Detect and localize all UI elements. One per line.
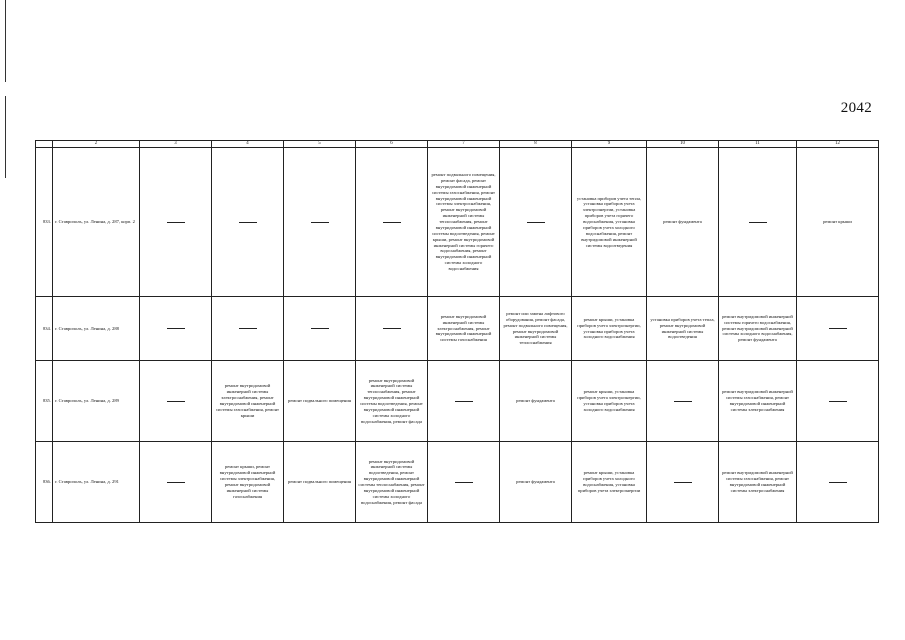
table-row [36,148,879,297]
empty-dash [311,328,329,329]
column-header: 12 [797,141,879,148]
empty-dash [674,482,692,483]
column-header: 7 [428,141,500,148]
empty-dash [749,222,767,223]
column-header: 9 [572,141,647,148]
empty-dash [167,328,185,329]
address-cell: г. Ставрополь, ул. Ленина, д. 291 [53,442,140,523]
row-number: 835. [36,361,53,442]
work-cell-col5: ремонт подвального помещения [284,442,356,523]
empty-dash [167,401,185,402]
empty-dash [239,222,257,223]
empty-dash [829,401,847,402]
column-header: 4 [212,141,284,148]
work-cell-col3 [140,361,212,442]
row-number: 836. [36,442,53,523]
empty-dash [383,328,401,329]
empty-dash [674,401,692,402]
empty-dash [239,328,257,329]
work-cell-col4: ремонт крыши, ремонт внутридомовой инженерной системы электроснабжения, ремонт внутридомовой инженерной системы газоснабжения [212,442,284,523]
table-row [36,361,879,442]
margin-line-bottom [5,96,6,178]
column-header: 6 [356,141,428,148]
address-cell: г. Ставрополь, ул. Ленина, д. 288 [53,297,140,361]
work-cell-col8: ремонт фундамента [500,442,572,523]
empty-dash [829,328,847,329]
work-cell-col11: ремонт внутридомовой инженерной системы газоснабжения, ремонт внутридомовой инженерной системы электроснабжения [719,361,797,442]
work-cell-col8: ремонт или замена лифтового оборудования, ремонт фасада, ремонт подвального помещения, ремонт внутридомовой инженерной системы теплоснабжения [500,297,572,361]
work-cell-col6: ремонт внутридомовой инженерной системы теплоснабжения, ремонт внутридомовой инженерной системы водоотведения, ремонт внутридомовой инженерной системы холодного водоснабжения, ремонт фасада [356,361,428,442]
work-cell-col4: ремонт внутридомовой инженерной системы электроснабжения, ремонт внутридомовой инженерной системы газоснабжения, ремонт крыши [212,361,284,442]
empty-dash [167,482,185,483]
work-cell-col12: ремонт крыши [797,148,879,297]
work-cell-col9: ремонт крыши, установка приборов учета электроэнергии, установка приборов учета холодного водоснабжения [572,297,647,361]
row-number: 833. [36,148,53,297]
column-header: 5 [284,141,356,148]
work-cell-col4 [212,148,284,297]
table-row [36,297,879,361]
empty-dash [455,482,473,483]
empty-dash [527,222,545,223]
empty-dash [311,222,329,223]
work-cell-col8: ремонт фундамента [500,361,572,442]
work-cell-col6 [356,297,428,361]
address-cell: г. Ставрополь, ул. Ленина, д. 287, корп. 2 [53,148,140,297]
work-cell-col7: ремонт внутридомовой инженерной системы электроснабжения, ремонт внутридомовой инженерной системы газоснабжения [428,297,500,361]
work-cell-col3 [140,442,212,523]
work-cell-col12 [797,442,879,523]
work-cell-col9: ремонт крыши, установка приборов учета электроэнергии, установка приборов учета холодного водоснабжения [572,361,647,442]
column-header [36,141,53,148]
work-cell-col4 [212,297,284,361]
column-header: 3 [140,141,212,148]
empty-dash [455,401,473,402]
margin-line-top [5,0,6,82]
work-cell-col5 [284,148,356,297]
work-cell-col6 [356,148,428,297]
empty-dash [383,222,401,223]
column-header: 11 [719,141,797,148]
empty-dash [167,222,185,223]
work-cell-col10 [647,361,719,442]
row-number: 834. [36,297,53,361]
address-cell: г. Ставрополь, ул. Ленина, д. 289 [53,361,140,442]
work-cell-col10 [647,442,719,523]
repair-schedule-table [35,140,879,523]
work-cell-col11: ремонт внутридомовой инженерной системы горячего водоснабжения, ремонт внутридомовой инженерной системы холодного водоснабжения, ремонт фундамента [719,297,797,361]
work-cell-col9: установка приборов учета тепла, установка приборов учета электроэнергии, установка приборов учета горячего водоснабжения, установка приборов учета холодного водоснабжения, ремонт внутридомовой инженерной системы водоотведения [572,148,647,297]
work-cell-col11: ремонт внутридомовой инженерной системы газоснабжения, ремонт внутридомовой инженерной системы электроснабжения [719,442,797,523]
column-header: 10 [647,141,719,148]
work-cell-col7: ремонт подвального помещения, ремонт фасада, ремонт внутридомовой инженерной системы газоснабжения, ремонт внутридомовой инженерной системы электроснабжения, ремонт внутридомовой инженерной системы теплоснабжения, ремонт внутридомовой инженерной системы водоотведения, ремонт крыши, ремонт внутридомовой инженерной системы горячего водоснабжения, ремонт внутридомовой инженерной системы холодного водоснабжения [428,148,500,297]
column-header: 8 [500,141,572,148]
table-row [36,442,879,523]
work-cell-col8 [500,148,572,297]
work-cell-col3 [140,148,212,297]
work-cell-col6: ремонт внутридомовой инженерной системы водоотведения, ремонт внутридомовой инженерной системы теплоснабжения, ремонт внутридомовой инженерной системы холодного водоснабжения, ремонт фасада [356,442,428,523]
work-cell-col3 [140,297,212,361]
work-cell-col10: ремонт фундамента [647,148,719,297]
column-header: 2 [53,141,140,148]
work-cell-col11 [719,148,797,297]
page-number: 2042 [840,100,872,116]
work-cell-col12 [797,361,879,442]
work-cell-col12 [797,297,879,361]
empty-dash [829,482,847,483]
work-cell-col7 [428,442,500,523]
work-cell-col7 [428,361,500,442]
work-cell-col9: ремонт крыши, установка приборов учета холодного водоснабжения, установка приборов учета электроэнергии [572,442,647,523]
work-cell-col5 [284,297,356,361]
column-header-row [36,141,879,148]
work-cell-col10: установка приборов учета тепла, ремонт внутридомовой инженерной системы водоотведения [647,297,719,361]
work-cell-col5: ремонт подвального помещения [284,361,356,442]
